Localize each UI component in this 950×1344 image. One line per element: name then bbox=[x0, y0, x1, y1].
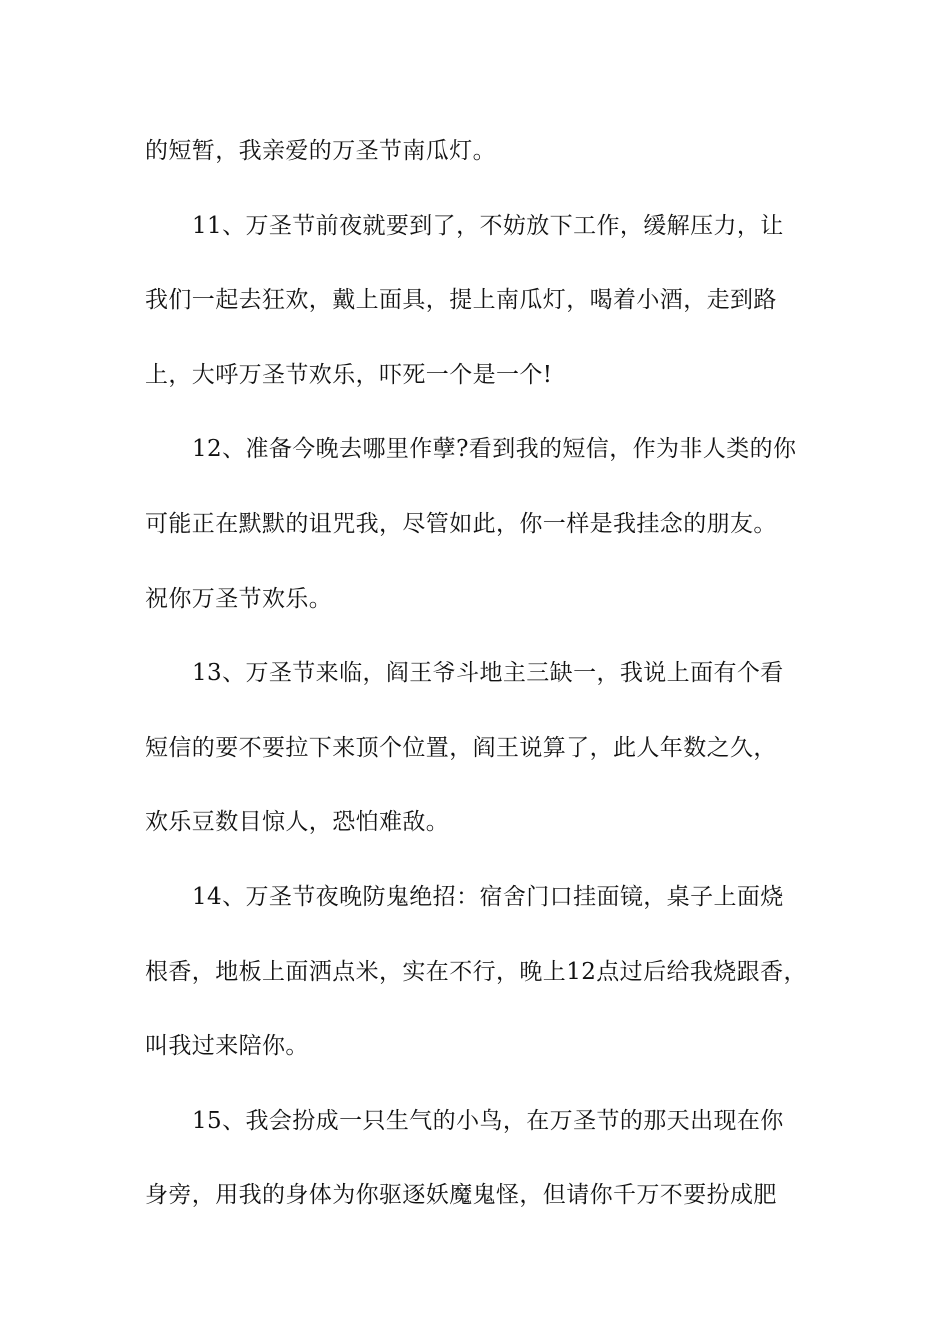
text-line: 11、万圣节前夜就要到了，不妨放下工作，缓解压力，让 bbox=[192, 212, 784, 239]
text-line: 我们一起去狂欢，戴上面具，提上南瓜灯，喝着小酒，走到路 bbox=[145, 287, 777, 314]
text-line: 的短暂，我亲爱的万圣节南瓜灯。 bbox=[145, 138, 496, 164]
text-line: 13、万圣节来临，阎王爷斗地主三缺一，我说上面有个看 bbox=[192, 660, 784, 687]
text-line: 短信的要不要拉下来顶个位置，阎王说算了，此人年数之久， bbox=[145, 734, 777, 761]
text-line: 15、我会扮成一只生气的小鸟，在万圣节的那天出现在你 bbox=[192, 1107, 784, 1134]
text-line: 12、准备今晚去哪里作孽?看到我的短信，作为非人类的你 bbox=[192, 436, 797, 463]
text-line: 可能正在默默的诅咒我，尽管如此，你一样是我挂念的朋友。 bbox=[145, 510, 777, 537]
text-line: 欢乐豆数目惊人，恐怕难敌。 bbox=[145, 809, 450, 836]
text-line: 上，大呼万圣节欢乐，吓死一个是一个! bbox=[145, 361, 553, 388]
text-line: 14、万圣节夜晚防鬼绝招：宿舍门口挂面镜，桌子上面烧 bbox=[192, 883, 784, 910]
text-line: 根香，地板上面洒点米，实在不行，晚上12点过后给我烧跟香， bbox=[145, 958, 807, 985]
text-line: 身旁，用我的身体为你驱逐妖魔鬼怪，但请你千万不要扮成肥 bbox=[145, 1182, 777, 1209]
text-line: 叫我过来陪你。 bbox=[145, 1033, 309, 1060]
text-line: 祝你万圣节欢乐。 bbox=[145, 585, 333, 612]
document-body bbox=[145, 126, 815, 1245]
